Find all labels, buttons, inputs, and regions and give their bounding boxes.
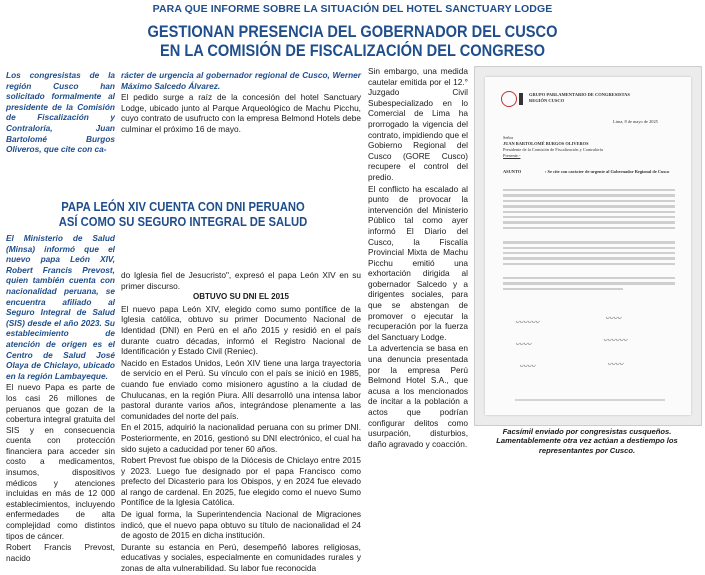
signature: 〰〰	[519, 362, 535, 371]
headline-line-1: GESTIONAN PRESENCIA DEL GOBERNADOR DEL CUSCO	[147, 22, 558, 41]
paragraph: Durante su estancia en Perú, desempeñó labores religiosas, educativas y sociales, especialmente en comunidades rurales y zonas de alta vulnerabilidad. Su labor fue reconocida	[121, 541, 361, 574]
photo-caption: Facsímil enviado por congresistas cusqueños. Lamentablemente otra vez actúan a destiempo los representantes por Cusco.	[496, 427, 678, 455]
intro-text: Los congresistas de la región Cusco han solicitado formalmente al presidente de la Comisión de Fiscalización y Contraloría, Juan Bartolomé Burgos Oliveros, que cite con ca-	[6, 70, 115, 155]
paragraph: Nacido en Estados Unidos, León XIV tiene una larga trayectoria de servicio en el Perú. Su vínculo con el país se inició en 1985, cuando fue enviado como misionero agustino a la ciudad de Chulucanas, en la región Piura. Allí desarrolló una intensa labor pastoral durante varios años, integrándose plenamente a las comunidades del norte del país.	[121, 357, 361, 421]
letter-salutation: Señor	[503, 135, 514, 140]
article-col-1	[6, 70, 115, 156]
letter-paper	[485, 77, 691, 415]
congress-seal-icon	[501, 91, 517, 107]
signature: 〰〰	[515, 340, 531, 349]
article-col-5	[121, 270, 361, 575]
article-col-2	[121, 70, 361, 136]
secondary-headline-line-1: PAPA LEÓN XIV CUENTA CON DNI PERUANO	[61, 200, 305, 214]
letter-addressee-role: Presidente de la Comisión de Fiscalización y Contraloría	[503, 147, 603, 152]
paragraph: El pedido surge a raíz de la concesión del hotel Sanctuary Lodge, ubicado junto al Parque Arqueológico de Machu Picchu, cuyo contrato de usufructo con la empresa Belmond Hotels debe culminar el próximo 16 de mayo.	[121, 92, 361, 134]
letter-present: Presente.-	[503, 153, 521, 158]
paragraph: El nuevo Papa es parte de los casi 26 millones de peruanos que gozan de la cobertura integral gratuita del SIS y en consecuencia cuenta con protección financiera para acceder sin costo a medicamentos, insumos, dispositivos médicos y atenciones incluidas en más de 12 000 establecimientos, incluyendo enfermedades de alta complejidad como distintos tipos de cáncer.	[6, 382, 115, 541]
article-col-3	[368, 66, 468, 450]
kicker: PARA QUE INFORME SOBRE LA SITUACIÓN DEL HOTEL SANCTUARY LODGE	[152, 3, 553, 15]
section-heading: OBTUVO SU DNI EL 2015	[193, 292, 289, 302]
paragraph: De igual forma, la Superintendencia Nacional de Migraciones indicó, que el nuevo papa obtuvo su título de nacionalidad el 24 de agosto de 2015 en dicha institución.	[121, 509, 361, 541]
paragraph: Sin embargo, una medida cautelar emitida por el 12.° Juzgado Civil Subespecializado en lo Comercial de Lima ha prorrogado la vigencia del contrato, impidiendo que el Gobierno Regional del Cusco (GORE Cusco) recupere el control del predio.	[368, 66, 468, 182]
signature: 〰〰	[607, 360, 623, 369]
paragraph: La advertencia se basa en una denuncia presentada por la empresa Perú Belmond Hotel S.A., que acusa a los mencionados de incitar a la población a actos que podrían configurar delitos como usurpación, disturbios, daño agravado y coacción.	[368, 343, 468, 449]
headline	[49, 22, 655, 60]
lead-text: rácter de urgencia al gobernador regional de Cusco, Werner Máximo Salcedo Álvarez.	[121, 70, 361, 91]
signature: 〰〰	[605, 314, 621, 323]
secondary-headline-line-2: ASÍ COMO SU SEGURO INTEGRAL DE SALUD	[58, 215, 308, 229]
article-col-4	[6, 233, 115, 564]
signature: 〰〰〰	[603, 336, 627, 345]
paragraph: Robert Francis Prevost, nacido	[6, 542, 115, 563]
paragraph: do Iglesia fiel de Jesucristo", expresó el papa León XIV en su primer discurso.	[121, 270, 361, 291]
lead-text: El Ministerio de Salud (Minsa) informó que el nuevo papa León XIV, Robert Francis Prevost, quien también cuenta con nacionalidad peruana, se encuentra afiliado al Seguro Integral de Salud (SIS) desde el año 2023. Su establecimiento de atención de origen es el Centro de Salud José Olaya de Chiclayo, ubicado en la región Lambayeque.	[6, 233, 115, 381]
letter-footer	[515, 399, 665, 401]
signature: 〰〰〰	[515, 318, 539, 327]
letter-facsimile-photo	[474, 66, 702, 426]
headline-line-2: EN LA COMISIÓN DE FISCALIZACIÓN DEL CONGRESO	[159, 41, 546, 60]
secondary-headline	[35, 200, 332, 230]
group-title: GRUPO PARLAMENTARIO DE CONGRESISTAS REGIÓN CUSCO	[529, 92, 630, 103]
asunto-label: ASUNTO	[503, 169, 522, 174]
asunto-text: : Se cite con carácter de urgente al Gobernador Regional de Cusco	[545, 169, 670, 174]
letter-body-text	[503, 189, 675, 293]
paragraph: El nuevo papa León XIV, elegido como sumo pontífice de la Iglesia católica, obtuvo su primer Documento Nacional de Identidad (DNI) en Perú en el año 2015 y residió en el país durante cuatro décadas, informó el Registro Nacional de Identificación y Estado Civil (Reniec).	[121, 303, 361, 357]
paragraph: El conflicto ha escalado al punto de provocar la intervención del Ministerio Público tal como ayer informó El Diario del Cusco, la Fiscalía Provincial Mixta de Machu Picchu emitió una exhortación dirigida al gobernador Salcedo y a dirigentes sociales, para que se abstengan de promover o ejecutar la recuperación por la fuerza del Sanctuary Lodge.	[368, 183, 468, 342]
paragraph: En el 2015, adquirió la nacionalidad peruana con su primer DNI. Posteriormente, en 2016, gestionó su DNI electrónico, el cual ha sido sujeto a caducidad por tener 60 años.	[121, 422, 361, 454]
paragraph: Robert Prevost fue obispo de la Diócesis de Chiclayo entre 2015 y 2023. Luego fue designado por el papa Francisco como prefecto del Dicasterio para los Obispos, y en 2024 fue elevado al rango de cardenal. En 2025, fue elegido como el nuevo Sumo Pontífice de la Iglesia Católica.	[121, 455, 361, 508]
divider	[519, 93, 523, 105]
letter-addressee: JUAN BARTOLOMÉ BURGOS OLIVEROS	[503, 141, 589, 146]
letter-date: Lima, 8 de mayo de 2025	[613, 119, 658, 124]
letter-header	[485, 87, 691, 109]
